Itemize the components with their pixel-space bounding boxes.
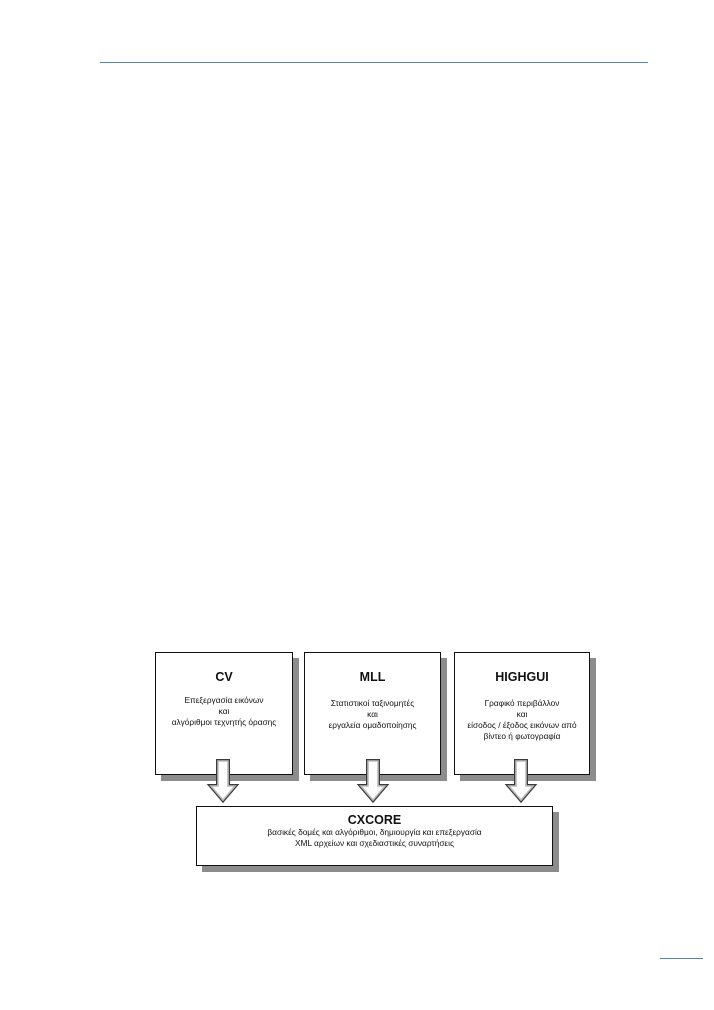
footer-rule xyxy=(660,958,703,959)
module-description-line: είσοδος / έξοδος εικόνων από xyxy=(467,720,577,730)
module-description-line: Επεξεργασία εικόνων xyxy=(184,695,264,705)
module-description-line: αλγόριθμοι τεχνητής όρασης xyxy=(171,717,277,727)
core-description-cxcore xyxy=(197,827,552,849)
module-description-line: και xyxy=(516,709,528,719)
module-description-cv xyxy=(156,695,292,728)
module-title-cv: CV xyxy=(215,670,233,684)
module-box-cv xyxy=(155,652,293,775)
module-title-highgui: HIGHGUI xyxy=(495,670,549,684)
module-description-line: βίντεο ή φωτογραφία xyxy=(483,731,561,741)
core-description-line: βασικές δομές και αλγόριθμοι, δημιουργία και επεξεργασία xyxy=(267,827,482,837)
module-box-mll xyxy=(304,652,441,775)
module-description-line: Στατιστικοί ταξινομητές xyxy=(330,698,415,708)
core-title-cxcore: CXCORE xyxy=(347,813,402,827)
module-description-line: και xyxy=(367,709,378,719)
module-description-line: και xyxy=(218,706,230,716)
module-title-mll: MLL xyxy=(359,670,386,684)
module-description-line: εργαλεία ομαδοποίησης xyxy=(328,720,417,730)
module-description-mll xyxy=(305,698,440,731)
core-box-cxcore xyxy=(196,806,553,866)
module-box-highgui xyxy=(454,652,590,775)
core-description-line: XML αρχείων και σχεδιαστικές συναρτήσεις xyxy=(295,838,454,848)
module-description-highgui xyxy=(455,698,589,742)
module-description-line: Γραφικό περιβάλλον xyxy=(484,698,560,708)
